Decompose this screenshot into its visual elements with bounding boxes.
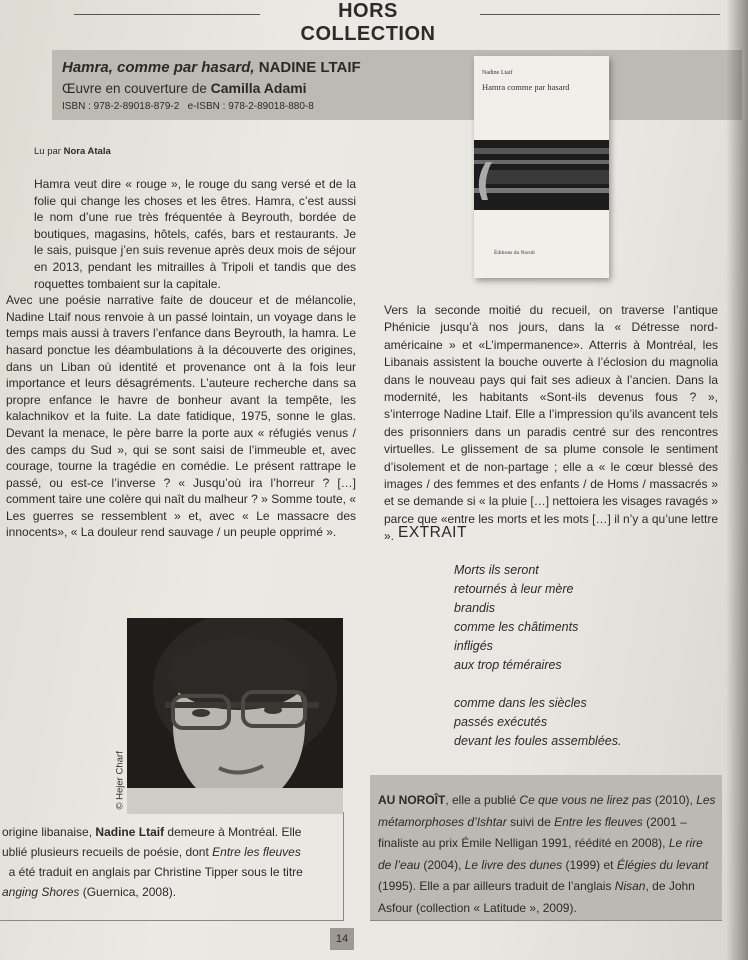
review-left-column — [0, 176, 356, 541]
cover-publisher: Éditions du Noroît — [494, 250, 535, 256]
page-number: 14 — [330, 928, 354, 950]
author-portrait — [127, 618, 343, 814]
poem-line: infligés — [454, 639, 493, 653]
cover-artist: Camilla Adami — [210, 80, 307, 96]
author-photo — [127, 618, 343, 814]
photo-credit-text: © Hejer Charf — [114, 751, 126, 810]
header-rule-right — [480, 14, 720, 15]
byline-prefix: Lu par — [34, 146, 61, 157]
page-edge-shadow — [726, 0, 748, 960]
poem-line: brandis — [454, 601, 495, 615]
book-banner — [52, 50, 742, 120]
cover-credit-prefix: Œuvre en couverture de — [62, 81, 207, 96]
header-rule-left — [74, 14, 260, 15]
publications-box — [370, 775, 722, 921]
author-bio-box — [0, 812, 344, 921]
poem-line: passés exécutés — [454, 715, 548, 729]
book-title: Hamra, comme par hasard, — [62, 59, 255, 76]
review-paragraph-2: Avec une poésie narrative faite de douceur et de mélancolie, Nadine Ltaif nous renvoie à un passé lointain, un voyage dans le temps mais aussi à travers l’enfance dans Beyrouth, la hamra. Le hasard ponctue les déambulations à la découverte des origines, dans un Liban où identité et provenance ont à la fois leur importance et leurs désagréments. L’auteure recherche dans sa propre enfance le havre de bonheur avant la tempête, les kalachnikov et la fuite. La date fatidique, 1975, sonne le glas. Devant la menace, le père barre la porte aux « réfugiés venus / des camps du Sud », qui se sont saisi de l’immeuble et, avec courage, tourne la tragédie en comédie. Le présent rattrape le passé, ou est-ce l’inverse ? « Jusqu’où ira l’horreur ? […] comment taire une colère qui naît du malheur ? » Somme toute, « Les guerres se ressemblent » et, avec « Le massacre des innocents», « La douleur rend sauvage / un peuple opprimé ». — [6, 293, 356, 540]
cover-artwork — [474, 140, 609, 210]
extrait-heading: EXTRAIT — [398, 524, 467, 541]
review-right-column — [384, 302, 718, 546]
reviewer-name: Nora Atala — [63, 146, 111, 157]
poem-line: comme les châtiments — [454, 620, 579, 634]
author-bio-line: anging Shores (Guernica, 2008). — [2, 885, 177, 899]
review-paragraph-3: Vers la seconde moitié du recueil, on traverse l’antique Phénicie jusqu’à nos jours, dans la « Détresse nord-américaine » et «L’impermanence». Atterris à Montréal, les Libanais assistent la bouche ouverte à l’éclosion du magnolia dans le nouveau pays qui fait ses adieux à l’ancien. Dans la modernité, les habitants «Sont-ils devenus fous ? », s’interroge Nadine Ltaif. Elle a l’impression qu’ils avancent tels des prisonniers dans un paradis centré sur des rencontres virtuelles. Le glissement de sa plume console le sentiment d’isolement et de non-partage ; elle a « le cœur blessé des images / des femmes et des enfants / de Homs / massacrés » et se demande si « la pluie […] nettoiera les visages ravagés » parce que «entre les morts et les mots […] il n’y a qu’une lettre ». — [384, 303, 718, 544]
author-bio-line: a été traduit en anglais par Christine Tipper sous le titre — [2, 865, 303, 879]
section-title: HORS COLLECTION — [300, 0, 436, 45]
byline — [34, 146, 111, 157]
author-bio-line: ublié plusieurs recueils de poésie, dont Entre les fleuves — [2, 845, 301, 859]
author-bio-line: origine libanaise, Nadine Ltaif demeure à Montréal. Elle — [2, 825, 302, 839]
book-cover — [474, 56, 609, 278]
photo-credit — [110, 690, 126, 810]
poem-stanza-2 — [454, 694, 621, 751]
author-bio — [2, 822, 332, 902]
poem-line: devant les foules assemblées. — [454, 734, 622, 748]
poem-stanza-1 — [454, 561, 578, 675]
review-paragraph-1: Hamra veut dire « rouge », le rouge du sang versé et de la folie qui change les choses et les êtres. Hamra, c’est aussi le nom d’une rue très fréquentée à Beyrouth, bordée de boutiques, magasins, hôtels, cafés, bars et restaurants. Je le sais, puisque j’en suis revenue après deux mois de séjour en 2013, pendant les mitrailles à Tripoli et tandis que des roquettes tombaient sur la capitale. — [34, 177, 356, 291]
poem-line: comme dans les siècles — [454, 696, 587, 710]
poem-line: aux trop téméraires — [454, 658, 562, 672]
poem-line: Morts ils seront — [454, 563, 539, 577]
isbn-line: ISBN : 978-2-89018-879-2 e-ISBN : 978-2-89018-880-8 — [62, 101, 314, 112]
poem-line: retournés à leur mère — [454, 582, 574, 596]
cover-title: Hamra comme par hasard — [482, 82, 570, 92]
publications-text: AU NOROÎT, elle a publié Ce que vous ne lirez pas (2010), Les métamorphoses d’Ishtar suivi de Entre les fleuves (2001 – finaliste au prix Émile Nelligan 1991, réédité en 2008), Le rire de l’eau (2004), Le livre des dunes (1999) et Élégies du levant (1995). Elle a par ailleurs traduit de l’anglais Nisan, de John Asfour (collection « Latitude », 2009). — [378, 793, 716, 915]
book-author: NADINE LTAIF — [258, 59, 361, 76]
cover-author: Nadine Ltaif — [482, 70, 513, 76]
